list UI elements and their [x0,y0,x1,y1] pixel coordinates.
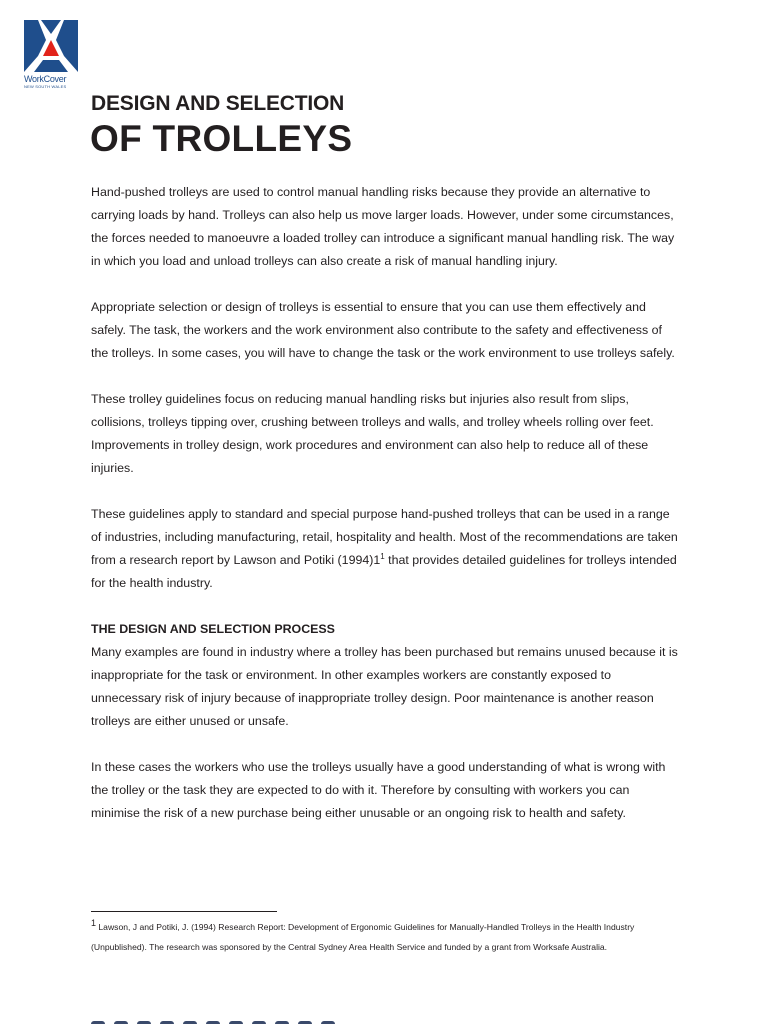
section-heading: THE DESIGN AND SELECTION PROCESS [91,622,335,636]
title-line-2: OF TROLLEYS [90,118,353,159]
section-paragraph-2: In these cases the workers who use the trolleys usually have a good understanding of what is wrong with the trolley or the task they are expected to do with it. Therefore by consulting with workers you can minimise the risk of a new purchase being either unusable or an ongoing risk to health and safety. [91,760,666,820]
logo-brand: WorkCover [24,74,67,84]
paragraph-4 [91,503,681,595]
footnote [91,918,681,957]
paragraph-4-text-end: that provides detailed guidelines for trolleys intended for the health industry. [91,553,677,590]
section-paragraph-1: Many examples are found in industry where a trolley has been purchased but remains unused because it is inappropriate for the task or environment. In other examples workers are constantly exposed to unnecessary risk of injury because of inappropriate trolley design. Poor maintenance is another reason trolleys are either unused or unsafe. [91,645,678,728]
footnote-text: Lawson, J and Potiki, J. (1994) Research Report: Development of Ergonomic Guidelines for Manually-Handled Trolleys in the Health Industry (Unpublished). The research was sponsored by the Central Sydney Area Health Service and funded by a grant from Worksafe Australia. [91,922,635,952]
footnote-divider [91,911,277,912]
document-body [91,181,681,848]
workcover-emblem-icon [22,18,80,74]
logo-subtitle: NEW SOUTH WALES [24,84,67,89]
footnote-reference: 1 [380,551,385,561]
paragraph-4-text: These guidelines apply to standard and special purpose hand-pushed trolleys that can be used in a range of industries, including manufacturing, retail, hospitality and health. Most of the recommendations are taken from a research report by Lawson and Potiki (1994)1 [91,507,678,567]
paragraph-3: These trolley guidelines focus on reducing manual handling risks but injuries also result from slips, collisions, trolleys tipping over, crushing between trolleys and walls, and trolley wheels rolling over feet. Improvements in trolley design, work procedures and environment can also help to reduce all of these injuries. [91,392,654,475]
paragraph-1: Hand-pushed trolleys are used to control manual handling risks because they provide an alternative to carrying loads by hand. Trolleys can also help us move larger loads. However, under some circumstances, the forces needed to manoeuvre a loaded trolley can introduce a significant manual handling risk. The way in which you load and unload trolleys can also create a risk of manual handling injury. [91,185,675,268]
paragraph-2: Appropriate selection or design of trolleys is essential to ensure that you can use them effectively and safely. The task, the workers and the work environment also contribute to the safety and effectiveness of the trolleys. In some cases, you will have to change the task or the work environment to use trolleys safely. [91,300,675,360]
logo-text [24,74,84,89]
footnote-marker: 1 [91,918,97,929]
cut-off-text-line [91,1016,371,1024]
title-line-1: DESIGN AND SELECTION [91,92,345,115]
